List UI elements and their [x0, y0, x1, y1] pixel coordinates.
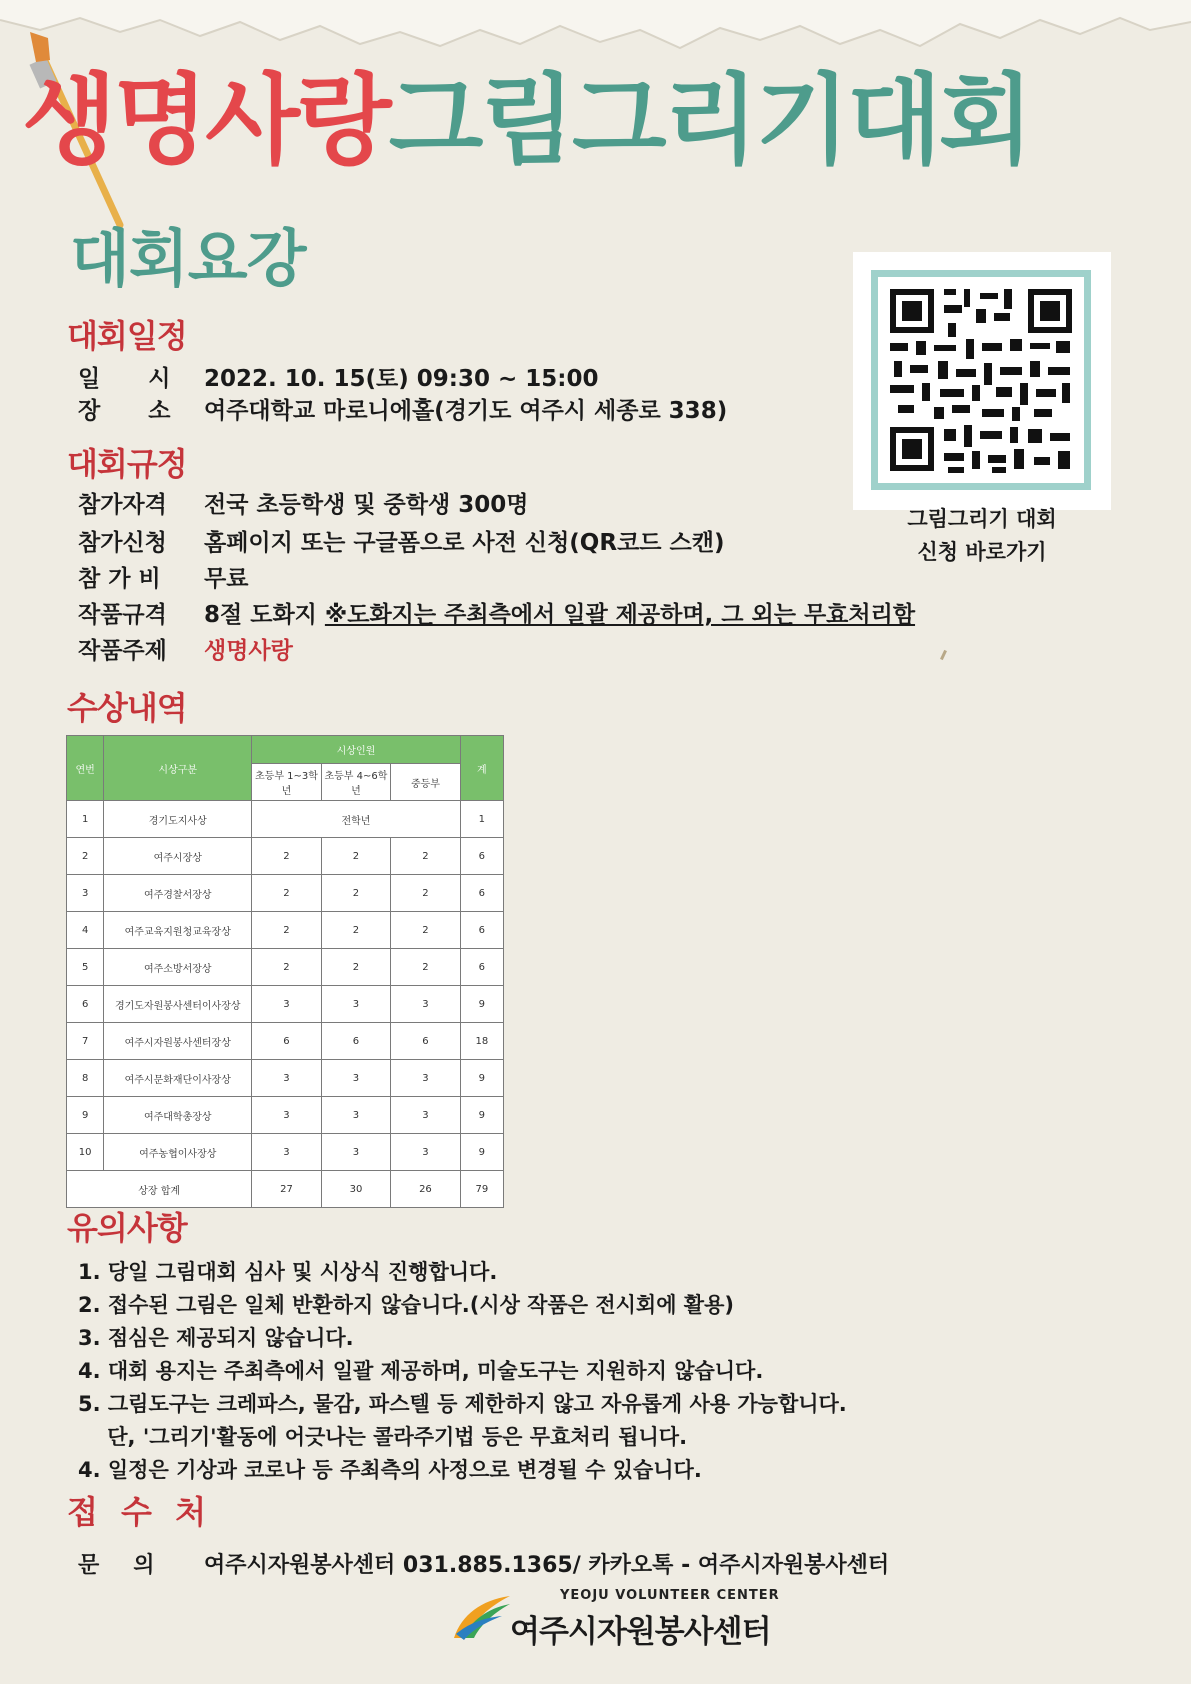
- rule-label: 작품주제: [78, 638, 167, 664]
- cell-no: 7: [67, 1023, 104, 1060]
- cell-a: 2: [252, 949, 321, 986]
- contact-label: 문의: [78, 1553, 189, 1578]
- header-category: 시상구분: [104, 736, 252, 801]
- cell-name: 여주시자원봉사센터장상: [104, 1023, 252, 1060]
- table-sum-row: [67, 1171, 504, 1208]
- cell-no: 5: [67, 949, 104, 986]
- table-row: [67, 949, 504, 986]
- note-item: 4. 일정은 기상과 코로나 등 주최측의 사정으로 변경될 수 있습니다.: [78, 1458, 702, 1482]
- rule-row: [78, 494, 528, 517]
- rule-row: [78, 640, 293, 663]
- cell-name: 경기도지사상: [104, 801, 252, 838]
- rule-row: [78, 604, 915, 627]
- table-row: [67, 1097, 504, 1134]
- cell-name: 여주소방서장상: [104, 949, 252, 986]
- sum-b: 30: [321, 1171, 390, 1208]
- rule-value: 8절 도화지: [204, 602, 325, 628]
- schedule-date-row: [78, 368, 598, 391]
- cell-total: 9: [460, 1134, 503, 1171]
- cell-no: 1: [67, 801, 104, 838]
- note-item: 1. 당일 그림대회 심사 및 시상식 진행합니다.: [78, 1260, 498, 1284]
- cell-b: 3: [321, 1134, 390, 1171]
- table-row: [67, 838, 504, 875]
- table-row: [67, 875, 504, 912]
- cell-a: 6: [252, 1023, 321, 1060]
- cell-total: 9: [460, 1097, 503, 1134]
- rule-label: 작품규격: [78, 602, 167, 628]
- rule-row: [78, 568, 248, 591]
- cell-total: 6: [460, 875, 503, 912]
- page-title: [22, 64, 1031, 178]
- cell-total: 1: [460, 801, 503, 838]
- header-sub3: 중등부: [391, 764, 461, 801]
- note-item: 2. 접수된 그림은 일체 반환하지 않습니다.(시상 작품은 전시회에 활용): [78, 1293, 734, 1317]
- cell-c: 3: [391, 1134, 461, 1171]
- note-item: 5. 그림도구는 크레파스, 물감, 파스텔 등 제한하지 않고 자유롭게 사용 가능합니다.: [78, 1392, 847, 1416]
- cell-b: 2: [321, 912, 390, 949]
- cell-a: 2: [252, 912, 321, 949]
- sum-a: 27: [252, 1171, 321, 1208]
- cell-c: 2: [391, 875, 461, 912]
- cell-b: 6: [321, 1023, 390, 1060]
- logo-english: YEOJU VOLUNTEER CENTER: [560, 1588, 780, 1603]
- cell-no: 10: [67, 1134, 104, 1171]
- qr-caption: [853, 503, 1111, 569]
- notes-heading: 유의사항: [67, 1209, 187, 1247]
- cell-b: 3: [321, 1097, 390, 1134]
- table-row: [67, 1023, 504, 1060]
- table-row: [67, 1060, 504, 1097]
- cell-b: 3: [321, 986, 390, 1023]
- table-row: [67, 986, 504, 1023]
- place-label: 장 소: [78, 398, 191, 424]
- note-item: 단, '그리기'활동에 어긋나는 콜라주기법 등은 무효처리 됩니다.: [78, 1425, 688, 1449]
- cell-no: 9: [67, 1097, 104, 1134]
- cell-a: 3: [252, 1097, 321, 1134]
- cell-a: 3: [252, 986, 321, 1023]
- header-sub1: 초등부 1~3학년: [252, 764, 321, 801]
- schedule-heading: 대회일정: [67, 317, 187, 355]
- cell-total: 9: [460, 986, 503, 1023]
- rules-heading: 대회규정: [67, 445, 187, 483]
- cell-c: 6: [391, 1023, 461, 1060]
- rule-value: 무료: [204, 566, 249, 592]
- rule-note: ※도화지는 주최측에서 일괄 제공하며, 그 외는 무효처리함: [324, 602, 916, 628]
- cell-a: 2: [252, 838, 321, 875]
- qr-code-frame: [871, 270, 1091, 490]
- qr-caption-line2: 신청 바로가기: [917, 540, 1047, 564]
- rule-value: 홈페이지 또는 구글폼으로 사전 신청(QR코드 스캔): [204, 530, 725, 556]
- cell-b: 2: [321, 949, 390, 986]
- qr-caption-line1: 그림그리기 대회: [907, 507, 1057, 531]
- rule-label: 참 가 비: [78, 566, 161, 592]
- cell-total: 6: [460, 838, 503, 875]
- rule-label: 참가신청: [78, 530, 167, 556]
- cell-total: 9: [460, 1060, 503, 1097]
- cell-no: 8: [67, 1060, 104, 1097]
- sum-c: 26: [391, 1171, 461, 1208]
- cell-name: 여주경찰서장상: [104, 875, 252, 912]
- header-group: 시상인원: [252, 736, 460, 764]
- contact-heading: 접 수 처: [67, 1493, 213, 1531]
- cell-name: 여주교육지원청교육장상: [104, 912, 252, 949]
- header-no: 연번: [67, 736, 104, 801]
- contact-value: 여주시자원봉사센터 031.885.1365/ 카카오톡 - 여주시자원봉사센터: [204, 1553, 890, 1578]
- cell-total: 6: [460, 949, 503, 986]
- header-total: 계: [460, 736, 503, 801]
- header-sub2: 초등부 4~6학년: [321, 764, 390, 801]
- cell-c: 2: [391, 912, 461, 949]
- table-row: [67, 1134, 504, 1171]
- rule-label: 참가자격: [78, 492, 167, 518]
- qr-code-icon: [884, 283, 1078, 477]
- cell-c: 2: [391, 838, 461, 875]
- cell-no: 2: [67, 838, 104, 875]
- cell-a: 3: [252, 1060, 321, 1097]
- title-red: 생명사랑: [22, 64, 389, 178]
- cell-name: 여주농협이사장상: [104, 1134, 252, 1171]
- cell-merged: 전학년: [252, 801, 460, 838]
- cell-no: 3: [67, 875, 104, 912]
- rule-value: 생명사랑: [204, 638, 293, 664]
- cell-name: 경기도자원봉사센터이사장상: [104, 986, 252, 1023]
- cell-name: 여주대학총장상: [104, 1097, 252, 1134]
- cell-total: 18: [460, 1023, 503, 1060]
- cell-a: 3: [252, 1134, 321, 1171]
- subtitle: 대회요강: [70, 222, 306, 295]
- note-item: 4. 대회 용지는 주최측에서 일괄 제공하며, 미술도구는 지원하지 않습니다.: [78, 1359, 764, 1383]
- cell-b: 2: [321, 838, 390, 875]
- cell-b: 2: [321, 875, 390, 912]
- cell-a: 2: [252, 875, 321, 912]
- cell-total: 6: [460, 912, 503, 949]
- cell-no: 4: [67, 912, 104, 949]
- paper-speck: [940, 650, 947, 660]
- cell-c: 3: [391, 1060, 461, 1097]
- note-item: 3. 점심은 제공되지 않습니다.: [78, 1326, 354, 1350]
- table-row: [67, 801, 504, 838]
- cell-c: 3: [391, 986, 461, 1023]
- cell-name: 여주시문화재단이사장상: [104, 1060, 252, 1097]
- contact-row: [78, 1548, 889, 1579]
- sum-total: 79: [460, 1171, 503, 1208]
- sum-label: 상장 합계: [67, 1171, 252, 1208]
- cell-c: 2: [391, 949, 461, 986]
- schedule-place-row: [78, 400, 727, 423]
- date-label: 일 시: [78, 366, 191, 392]
- cell-no: 6: [67, 986, 104, 1023]
- table-row: [67, 912, 504, 949]
- place-value: 여주대학교 마로니에홀(경기도 여주시 세종로 338): [204, 398, 728, 424]
- cell-c: 3: [391, 1097, 461, 1134]
- awards-heading: 수상내역: [67, 689, 187, 727]
- rule-row: [78, 532, 724, 555]
- notes-list: [78, 1256, 847, 1487]
- leaf-swoosh-icon: [452, 1594, 512, 1642]
- logo-korean: 여주시자원봉사센터: [510, 1614, 771, 1650]
- qr-code-link[interactable]: [853, 252, 1111, 510]
- title-teal: 그림그리기대회: [388, 64, 1031, 178]
- cell-b: 3: [321, 1060, 390, 1097]
- rule-value: 전국 초등학생 및 중학생 300명: [204, 492, 529, 518]
- torn-paper-edge: [0, 0, 1191, 70]
- awards-table: [66, 735, 504, 1208]
- date-value: 2022. 10. 15(토) 09:30 ~ 15:00: [204, 366, 599, 392]
- cell-name: 여주시장상: [104, 838, 252, 875]
